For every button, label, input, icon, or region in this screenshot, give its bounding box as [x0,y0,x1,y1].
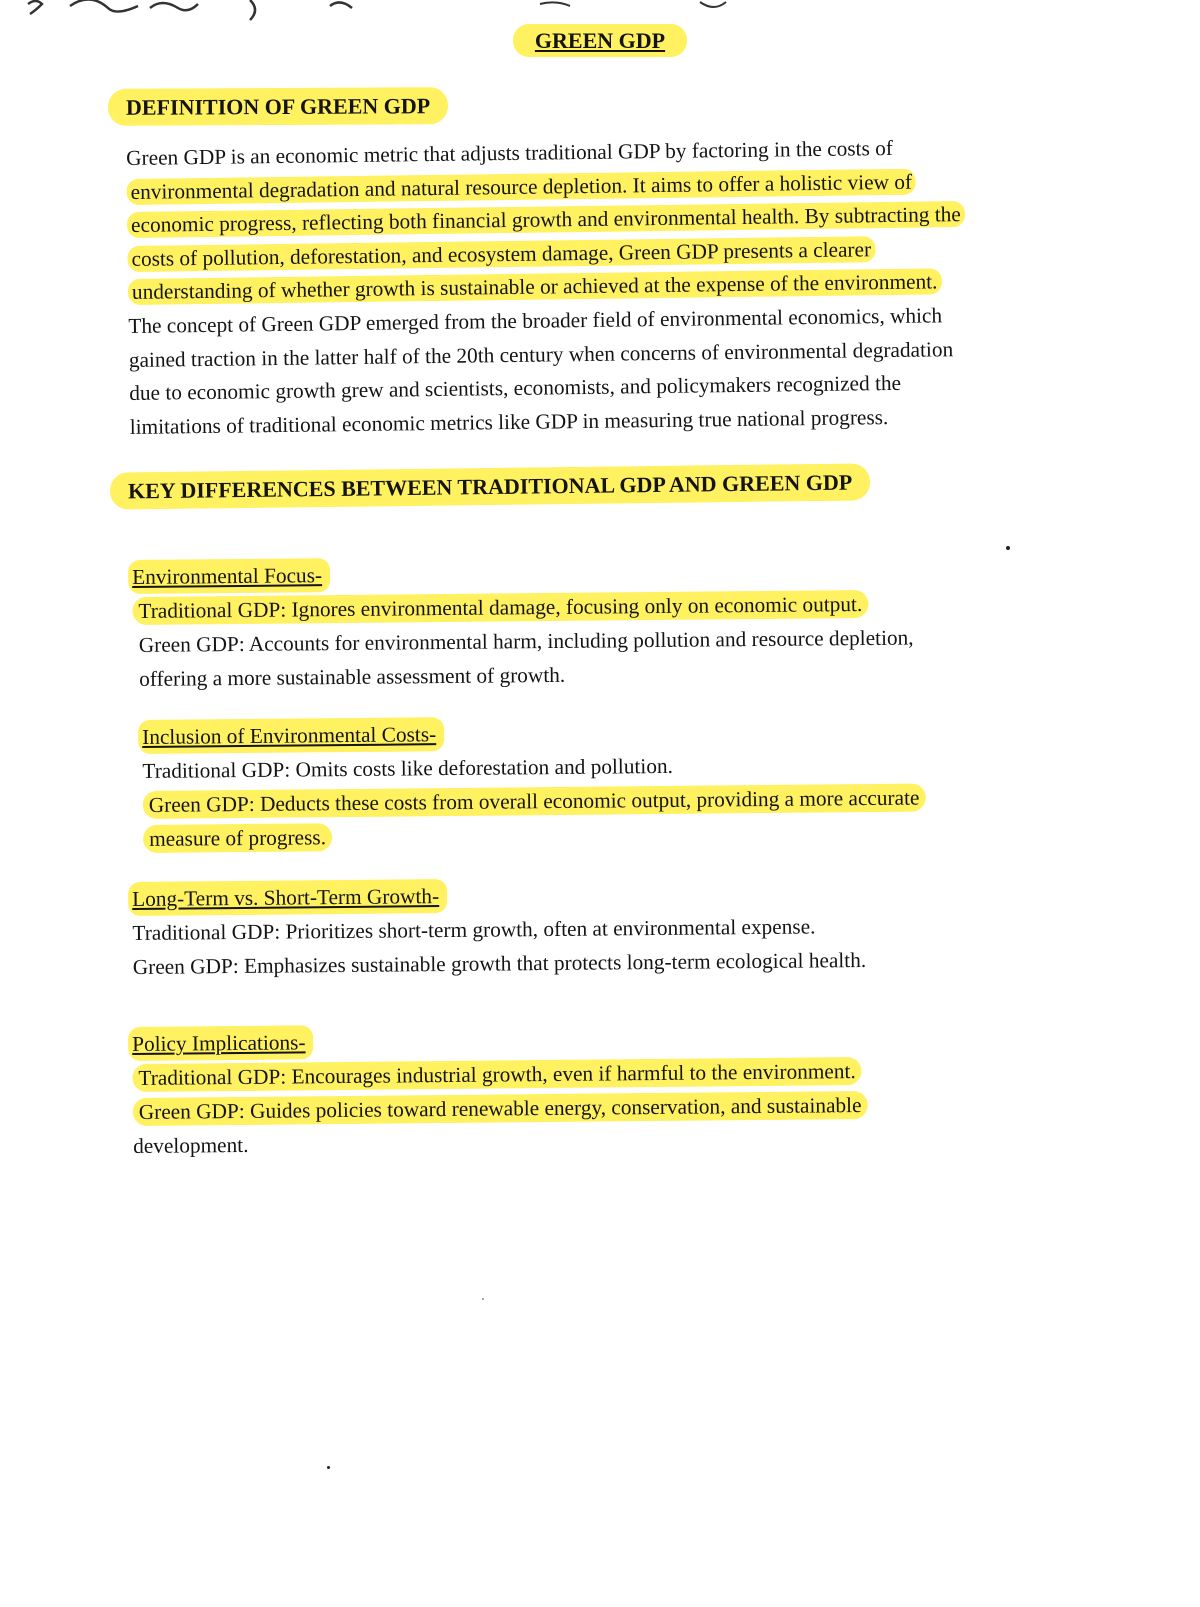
definition-line: The concept of Green GDP emerged from the broader field of environmental economics, which [128,303,943,338]
definition-line: due to economic growth grew and scientists, economists, and policymakers recognized the [129,371,902,406]
document-title-text: GREEN GDP [513,24,687,57]
difference-title: Long-Term vs. Short-Term Growth- [128,879,447,916]
difference-line: Traditional GDP: Omits costs like deforestation and pollution. [142,753,674,783]
definition-line: understanding of whether growth is sustainable or achieved at the expense of the environment. [128,263,1128,310]
difference-line: Green GDP: Deducts these costs from overall economic output, providing a more accurate [143,779,1103,822]
definition-heading [108,93,448,121]
difference-item-environmental-costs [142,711,1103,856]
difference-item-policy-implications [132,1018,1093,1163]
key-differences-heading [110,469,871,504]
definition-line: costs of pollution, deforestation, and ecosystem damage, Green GDP presents a clearer [127,230,1127,277]
key-differences-heading-text: KEY DIFFERENCES BETWEEN TRADITIONAL GDP AND GREEN GDP [110,463,871,509]
difference-line: Traditional GDP: Ignores environmental damage, focusing only on economic output. [132,585,1092,628]
document-title [0,28,1200,54]
definition-line: environmental degradation and natural resource depletion. It aims to offer a holistic view of [126,163,1126,210]
definition-line: gained traction in the latter half of the 20th century when concerns of environmental degradation [128,336,954,372]
definition-line: limitations of traditional economic metrics like GDP in measuring true national progress. [129,404,889,439]
definition-line: Green GDP is an economic metric that adjusts traditional GDP by factoring in the costs of [126,135,894,170]
difference-line: Green GDP: Guides policies toward renewable energy, conservation, and sustainable [133,1086,1093,1129]
difference-line: development. [133,1132,249,1158]
difference-title: Policy Implications- [128,1025,314,1061]
difference-item-long-short-term [132,873,1093,984]
difference-line: Green GDP: Emphasizes sustainable growth that protects long-term ecological health. [132,947,867,979]
scan-speck [482,1298,484,1300]
difference-line: measure of progress. [143,813,1103,856]
difference-item-environmental-focus [132,551,1093,696]
definition-paragraph [126,129,1130,444]
difference-line: Traditional GDP: Prioritizes short-term growth, often at environmental expense. [132,914,816,945]
difference-line: Traditional GDP: Encourages industrial growth, even if harmful to the environment. [132,1052,1092,1095]
difference-title: Inclusion of Environmental Costs- [138,717,444,754]
difference-title: Environmental Focus- [128,558,330,594]
difference-line: Green GDP: Accounts for environmental harm, including pollution and resource depletion, [138,625,914,657]
difference-line: offering a more sustainable assessment of growth. [139,662,566,691]
handwritten-scribble [0,0,1200,22]
definition-heading-text: DEFINITION OF GREEN GDP [108,87,448,126]
definition-line: economic progress, reflecting both financial growth and environmental health. By subtracting the [127,196,1127,243]
scan-speck [1006,546,1010,550]
scan-speck [327,1466,330,1469]
